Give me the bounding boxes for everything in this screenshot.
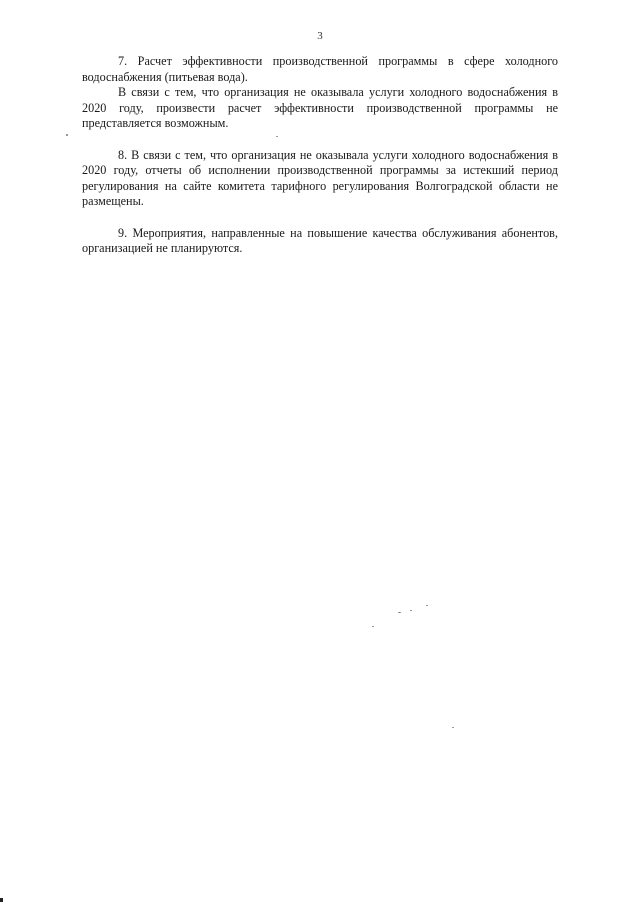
paragraph-7-heading: 7. Расчет эффективности производственной программы в сфере холодного водоснабжения (питьевая вода). xyxy=(82,54,558,84)
paragraph-9: 9. Мероприятия, направленные на повышение качества обслуживания абонентов, организацией не планируются. xyxy=(82,225,558,255)
paragraph-8: 8. В связи с тем, что организация не оказывала услуги холодного водоснабжения в 2020 году, отчеты об исполнении производственной программы за истекший период регулирования на сайте комитета тарифного регулирования Волгоградской области не размещены. xyxy=(82,147,558,208)
paragraph-spacer xyxy=(82,132,558,148)
paragraph-spacer xyxy=(82,210,558,226)
scan-artifact xyxy=(66,134,68,136)
scan-artifact xyxy=(426,605,428,606)
scan-artifact xyxy=(410,610,412,611)
scan-artifact xyxy=(372,626,374,627)
scan-artifact xyxy=(398,612,401,613)
scan-artifact xyxy=(276,136,278,137)
page-number: 3 xyxy=(317,30,323,42)
scan-artifact xyxy=(452,727,454,728)
scan-artifact xyxy=(0,898,3,902)
document-body xyxy=(82,54,558,257)
paragraph-7-body: В связи с тем, что организация не оказывала услуги холодного водоснабжения в 2020 году, произвести расчет эффективности производственной программы не представляется возможным. xyxy=(82,85,558,130)
